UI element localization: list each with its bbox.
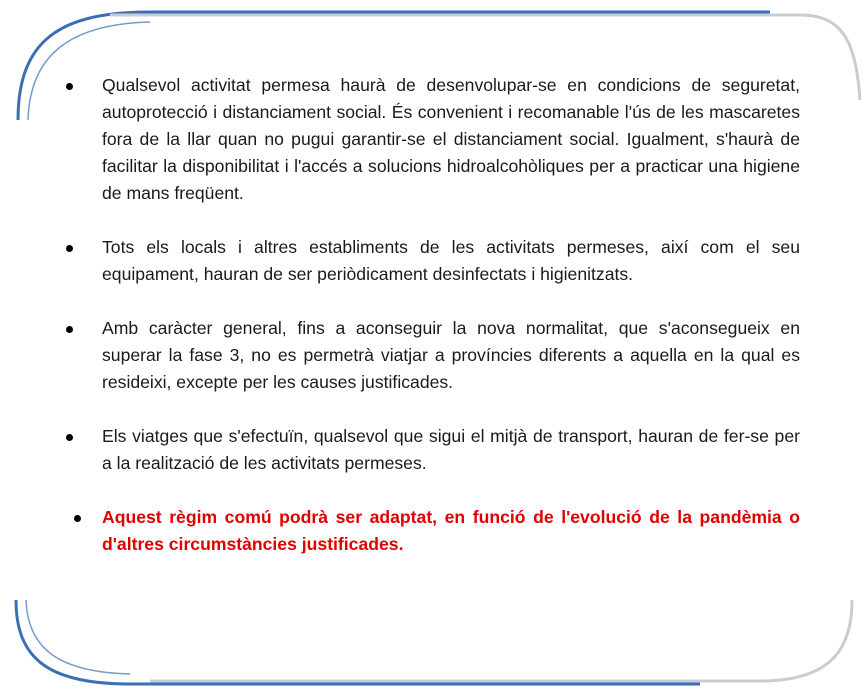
bullet-icon: [74, 515, 81, 522]
list-item: [62, 315, 800, 396]
bullet-icon: [66, 83, 73, 90]
bullet-icon: [66, 434, 73, 441]
list-item-text: Els viatges que s'efectuïn, qualsevol que sigui el mitjà de transport, hauran de fer-se per a la realització de les activitats permeses.: [102, 426, 800, 473]
list-item: [62, 234, 800, 288]
list-item-text: Tots els locals i altres establiments de les activitats permeses, així com el seu equipament, hauran de ser periòdicament desinfectats i higienitzats.: [102, 237, 800, 284]
bullet-icon: [66, 326, 73, 333]
frame-bottom-right-arc: [150, 600, 852, 681]
list-item-text: Qualsevol activitat permesa haurà de desenvolupar-se en condicions de seguretat, autoprotecció i distanciament social. És convenient i recomanable l'ús de les mascaretes fora de la llar quan no pugui garantir-se el distanciament social. Igualment, s'haurà de facilitar la disponibilitat i l'accés a solucions hidroalcohòliques per a practicar una higiene de mans freqüent.: [102, 75, 800, 203]
list-item: [62, 72, 800, 207]
list-item-text: Aquest règim comú podrà ser adaptat, en funció de l'evolució de la pandèmia o d'altres circumstàncies justificades.: [102, 507, 800, 554]
list-item: [62, 423, 800, 477]
list-item-text: Amb caràcter general, fins a aconseguir la nova normalitat, que s'aconsegueix en superar la fase 3, no es permetrà viatjar a províncies diferents a aquella en la qual es resideixi, excepte per les causes justificades.: [102, 318, 800, 392]
frame-bottom-left-arc: [16, 600, 700, 684]
highlighted-list-item: [62, 504, 800, 558]
bullet-icon: [66, 245, 73, 252]
bullet-list: [62, 72, 800, 585]
